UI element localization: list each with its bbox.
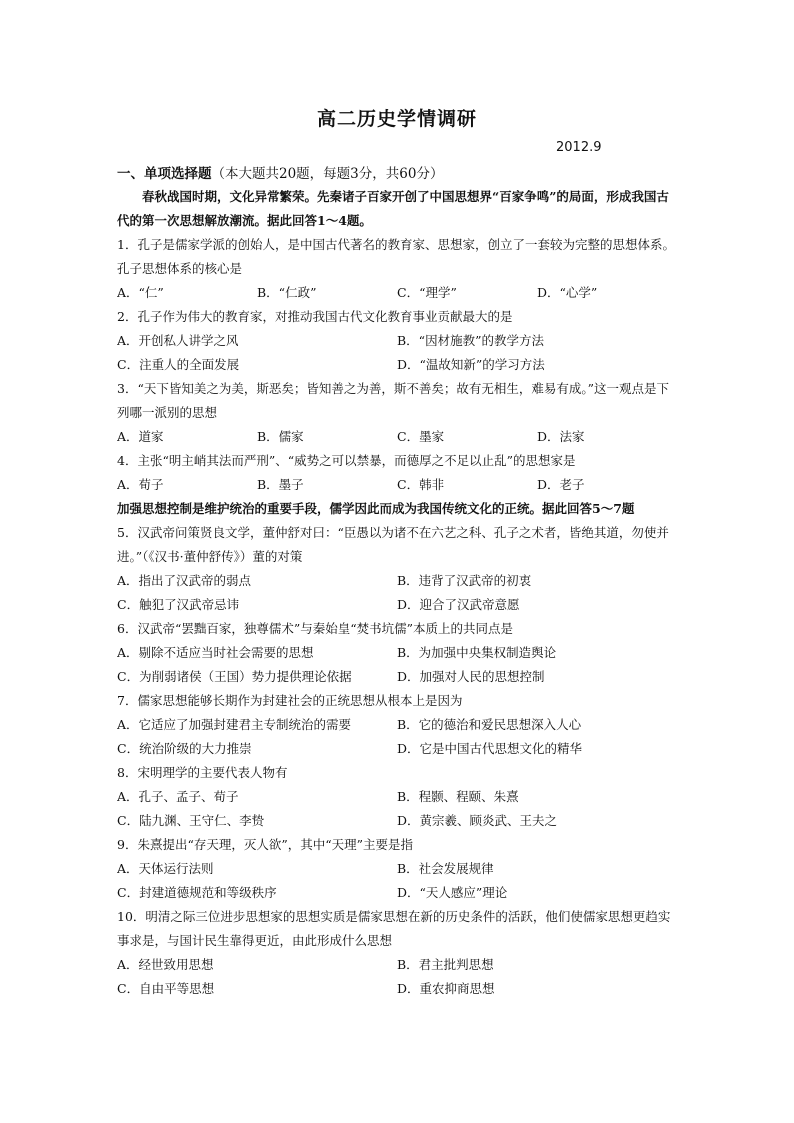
option-d[interactable]: D．重农抑商思想 [397, 981, 495, 996]
option-d[interactable]: D．迎合了汉武帝意愿 [397, 597, 520, 612]
option-c[interactable]: C．注重人的全面发展 [117, 357, 240, 372]
option-b[interactable]: B．君主批判思想 [397, 957, 494, 972]
option-d[interactable]: D．老子 [537, 477, 585, 492]
option-c[interactable]: C．“理学” [397, 285, 457, 300]
question-stem: 8．宋明理学的主要代表人物有 [117, 765, 288, 780]
options [117, 473, 679, 497]
reading-intro-2: 加强思想控制是维护统治的重要手段，儒学因此而成为我国传统文化的正统。据此回答5～7题 [117, 501, 635, 516]
question-stem: 5．汉武帝问策贤良文学，董仲舒对曰：“臣愚以为诸不在六艺之科、孔子之术者，皆绝其道，勿使并进。”（《汉书·董仲舒传》）董的对策 [117, 525, 669, 564]
option-d[interactable]: D．“心学” [537, 285, 598, 300]
option-a[interactable]: A．天体运行法则 [117, 861, 214, 876]
option-b[interactable]: B．“因材施教”的教学方法 [397, 333, 544, 348]
option-c[interactable]: C．为削弱诸侯（王国）势力提供理论依据 [117, 669, 352, 684]
option-a[interactable]: A．“仁” [117, 285, 164, 300]
question-stem: 9．朱熹提出“存天理，灭人欲”，其中“天理”主要是指 [117, 837, 414, 852]
option-c[interactable]: C．触犯了汉武帝忌讳 [117, 597, 240, 612]
option-a[interactable]: A．荀子 [117, 477, 164, 492]
question-stem: 2．孔子作为伟大的教育家，对推动我国古代文化教育事业贡献最大的是 [117, 309, 513, 324]
option-d[interactable]: D．“温故知新”的学习方法 [397, 357, 545, 372]
question-4 [117, 449, 679, 497]
question-stem: 3．“天下皆知美之为美，斯恶矣；皆知善之为善，斯不善矣；故有无相生，难易有成。”这一观点是下列哪一派别的思想 [117, 381, 669, 420]
option-a[interactable]: A．经世致用思想 [117, 957, 214, 972]
option-b[interactable]: B．为加强中央集权制造舆论 [397, 645, 557, 660]
question-10 [117, 905, 679, 1001]
options [117, 785, 679, 833]
question-stem: 10．明清之际三位进步思想家的思想实质是儒家思想在新的历史条件的活跃，他们使儒家思想更趋实事求是，与国计民生靠得更近，由此形成什么思想 [117, 909, 671, 948]
question-stem: 4．主张“明主峭其法而严刑”、“威势之可以禁暴，而德厚之不足以止乱”的思想家是 [117, 453, 576, 468]
option-b[interactable]: B．“仁政” [257, 285, 317, 300]
options [117, 713, 679, 761]
question-2 [117, 305, 679, 377]
question-1 [117, 233, 679, 305]
option-b[interactable]: B．社会发展规律 [397, 861, 494, 876]
option-b[interactable]: B．程颢、程颐、朱熹 [397, 789, 519, 804]
option-c[interactable]: C．自由平等思想 [117, 981, 215, 996]
options [117, 857, 679, 905]
option-c[interactable]: C．封建道德规范和等级秩序 [117, 885, 277, 900]
question-9 [117, 833, 679, 905]
question-3 [117, 377, 679, 449]
option-b[interactable]: B．违背了汉武帝的初衷 [397, 573, 532, 588]
option-d[interactable]: D．它是中国古代思想文化的精华 [397, 741, 583, 756]
option-a[interactable]: A．它适应了加强封建君主专制统治的需要 [117, 717, 352, 732]
option-a[interactable]: A．剔除不适应当时社会需要的思想 [117, 645, 314, 660]
options [117, 425, 679, 449]
question-stem: 1．孔子是儒家学派的创始人，是中国古代著名的教育家、思想家，创立了一套较为完整的思想体系。孔子思想体系的核心是 [117, 237, 675, 276]
option-a[interactable]: A．开创私人讲学之风 [117, 333, 239, 348]
option-c[interactable]: C．统治阶级的大力推崇 [117, 741, 252, 756]
reading-intro-1: 春秋战国时期，文化异常繁荣。先秦诸子百家开创了中国思想界“百家争鸣”的局面，形成我国古代的第一次思想解放潮流。据此回答1～4题。 [117, 189, 669, 228]
option-d[interactable]: D．“天人感应”理论 [397, 885, 508, 900]
option-b[interactable]: B．儒家 [257, 429, 304, 444]
question-8 [117, 761, 679, 833]
question-6 [117, 617, 679, 689]
page-title: 高二历史学情调研 [316, 108, 477, 130]
section-heading [117, 162, 443, 182]
section-note: （本大题共20题，每题3分，共60分） [211, 166, 444, 182]
options [117, 953, 679, 1001]
option-a[interactable]: A．孔子、孟子、荀子 [117, 789, 239, 804]
options [117, 641, 679, 689]
question-stem: 7．儒家思想能够长期作为封建社会的正统思想从根本上是因为 [117, 693, 463, 708]
question-list [117, 185, 679, 1001]
options [117, 569, 679, 617]
exam-date: 2012.9 [556, 140, 602, 155]
option-a[interactable]: A．指出了汉武帝的弱点 [117, 573, 252, 588]
option-a[interactable]: A．道家 [117, 429, 164, 444]
option-d[interactable]: D．黄宗羲、顾炎武、王夫之 [397, 813, 558, 828]
options [117, 329, 679, 377]
option-c[interactable]: C．韩非 [397, 477, 445, 492]
question-stem: 6．汉武帝“罢黜百家，独尊儒术”与秦始皇“焚书坑儒”本质上的共同点是 [117, 621, 514, 636]
option-d[interactable]: D．加强对人民的思想控制 [397, 669, 545, 684]
option-c[interactable]: C．墨家 [397, 429, 445, 444]
option-b[interactable]: B．它的德治和爱民思想深入人心 [397, 717, 582, 732]
question-7 [117, 689, 679, 761]
question-5 [117, 521, 679, 617]
options [117, 281, 679, 305]
section-title: 一、单项选择题 [117, 166, 212, 182]
option-d[interactable]: D．法家 [537, 429, 585, 444]
option-c[interactable]: C．陆九渊、王守仁、李贽 [117, 813, 265, 828]
option-b[interactable]: B．墨子 [257, 477, 304, 492]
